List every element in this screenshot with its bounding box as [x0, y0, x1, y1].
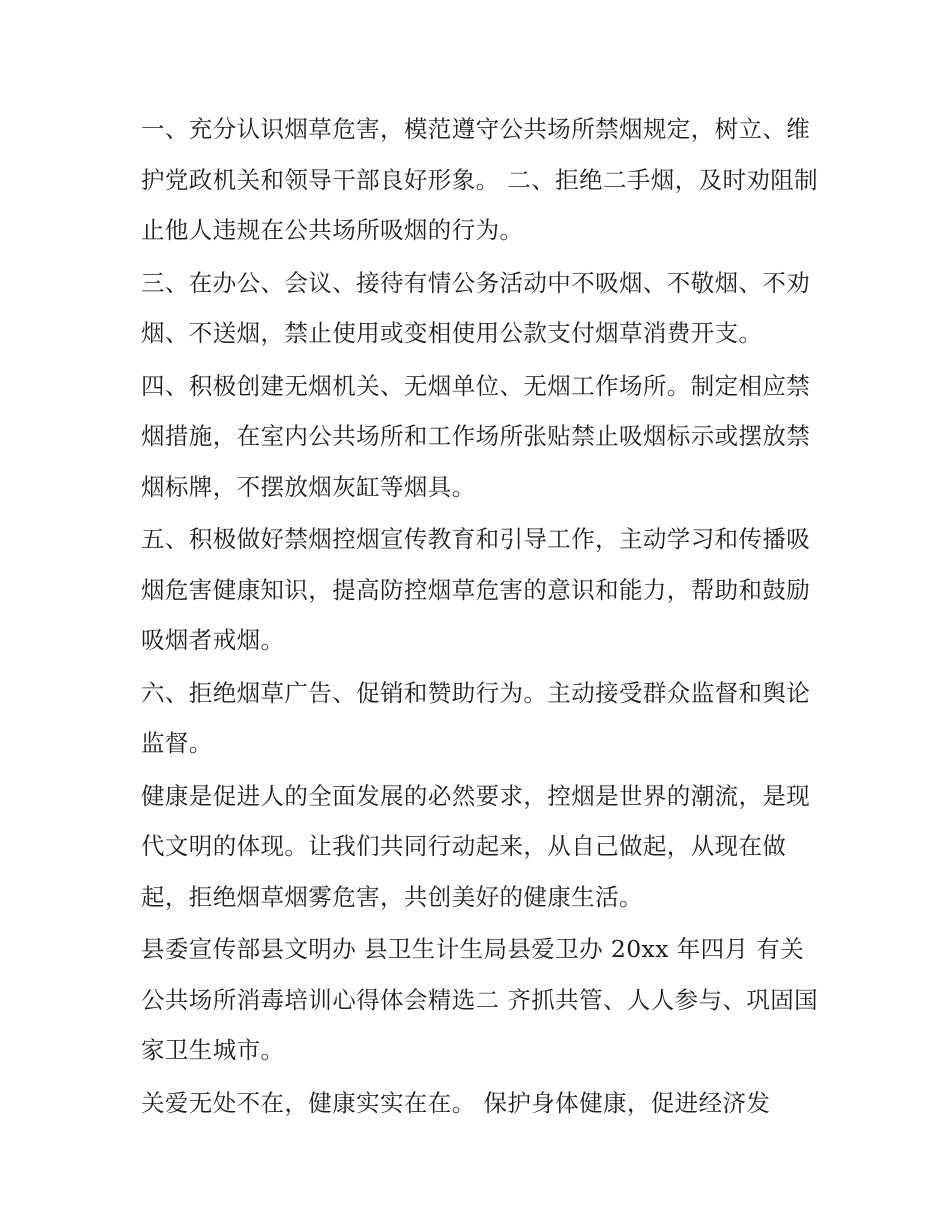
paragraph-1: 一、充分认识烟草危害，模范遵守公共场所禁烟规定，树立、维护党政机关和领导干部良好形象。 二、拒绝二手烟，及时劝阻制止他人违规在公共场所吸烟的行为。 — [141, 115, 819, 244]
document-body — [141, 104, 821, 1130]
paragraph-8: 关爱无处不在，健康实实在在。 保护身体健康，促进经济发 — [141, 1088, 771, 1117]
paragraph-2: 三、在办公、会议、接待有情公务活动中不吸烟、不敬烟、不劝烟、不送烟，禁止使用或变相使用公款支付烟草消费开支。 — [141, 268, 811, 347]
paragraph-6: 健康是促进人的全面发展的必然要求，控烟是世界的潮流，是现代文明的体现。让我们共同行动起来，从自己做起，从现在做起，拒绝烟草烟雾危害，共创美好的健康生活。 — [141, 781, 811, 911]
paragraph-5: 六、拒绝烟草广告、促销和赞助行为。主动接受群众监督和舆论监督。 — [141, 678, 811, 757]
paragraph-3: 四、积极创建无烟机关、无烟单位、无烟工作场所。制定相应禁烟措施，在室内公共场所和工作场所张贴禁止吸烟标示或摆放禁烟标牌，不摆放烟灰缸等烟具。 — [141, 371, 811, 501]
paragraph-4: 五、积极做好禁烟控烟宣传教育和引导工作，主动学习和传播吸烟危害健康知识，提高防控烟草危害的意识和能力，帮助和鼓励吸烟者戒烟。 — [141, 525, 811, 654]
paragraph-7: 县委宣传部县文明办 县卫生计生局县爱卫办 20xx 年四月 有关公共场所消毒培训心得体会精选二 齐抓共管、人人参与、巩固国家卫生城市。 — [141, 935, 819, 1064]
